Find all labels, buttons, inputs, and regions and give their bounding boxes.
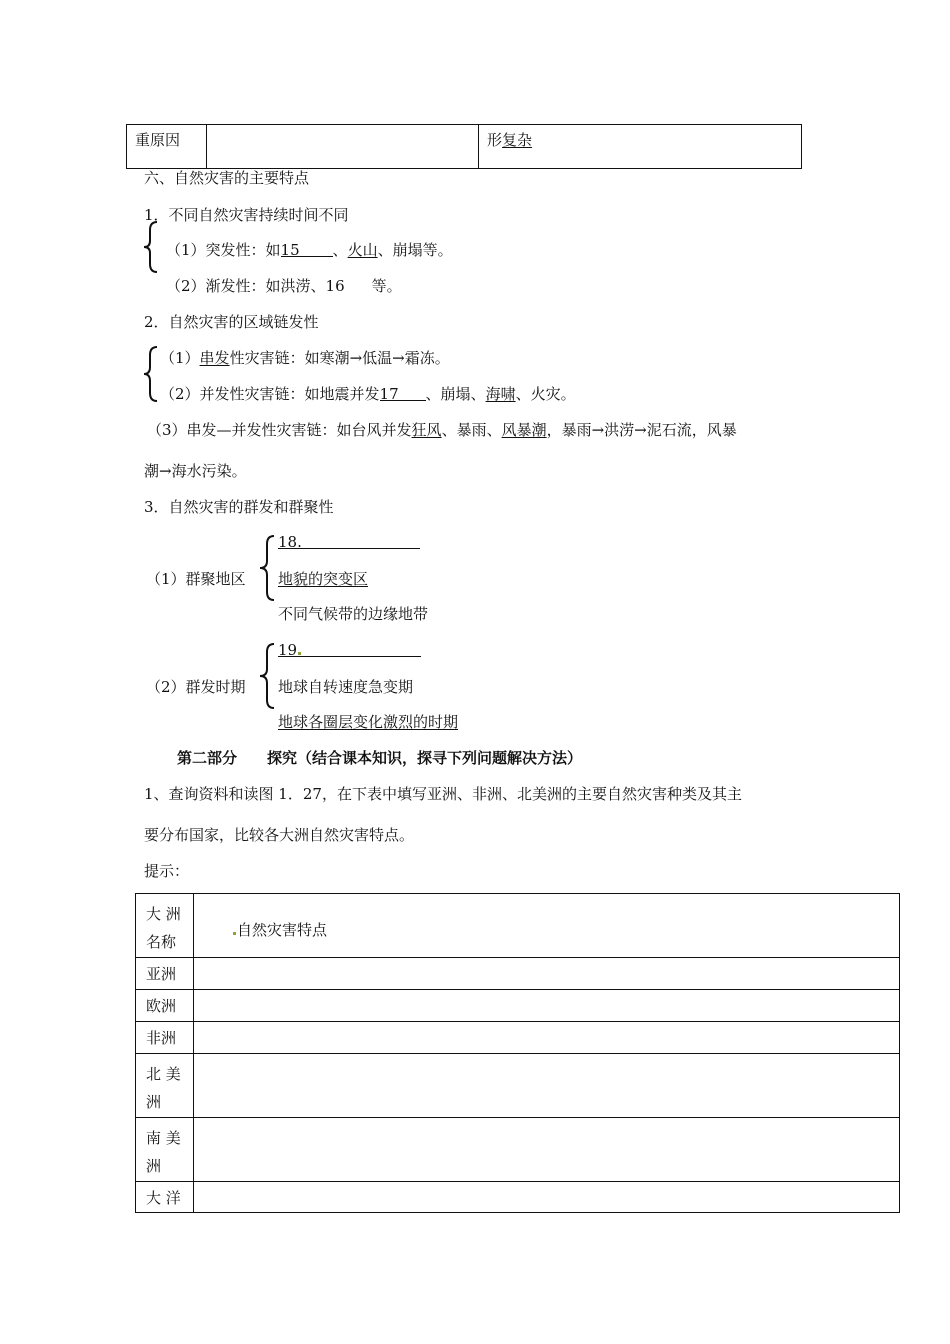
item1-b-prefix: （2）渐发性：如洪涝、16 [166, 277, 345, 295]
green-dot-mark [298, 652, 301, 655]
row-name-line-1: 大 洋 [146, 1189, 181, 1207]
top-table-cell-1: 重原因 [127, 125, 207, 169]
item2-c-underlined-2: 风暴潮 [501, 421, 547, 439]
item2-b-underlined: 海啸 [485, 385, 516, 403]
blank-15 [281, 241, 333, 257]
row-name-cell [136, 958, 194, 990]
table-row [136, 1054, 900, 1118]
row-feature-cell[interactable] [194, 1118, 900, 1182]
top-table-cell-3 [479, 125, 802, 169]
item2-c-suffix: ，暴雨→洪涝→泥石流，风暴 [546, 421, 737, 439]
item2-a-prefix: （1） [160, 349, 200, 367]
item3-title: 3．自然灾害的群发和群聚性 [144, 498, 334, 516]
period-line-3: 地球各圈层变化激烈的时期 [278, 713, 459, 731]
row-feature-cell[interactable] [194, 958, 900, 990]
table-header-row [136, 894, 900, 958]
item2-title: 2．自然灾害的区域链发性 [144, 313, 319, 331]
section6-title: 六、自然灾害的主要特点 [144, 169, 310, 187]
row-name-line-1: 亚洲 [146, 965, 177, 983]
row-name-line-1: 非洲 [146, 1029, 177, 1047]
blank-19 [278, 641, 421, 657]
item2-c-prefix: （3）串发—并发性灾害链：如台风并发 [147, 421, 412, 439]
top-table-cell-3-underlined: 复杂 [502, 131, 533, 149]
header-feature-label: 自然灾害特点 [237, 921, 328, 939]
item2-c-mid: 、暴雨、 [441, 421, 502, 439]
region-brace [257, 533, 277, 603]
part2-q1-line1: 1、查询资料和读图 1．27，在下表中填写亚洲、非洲、北美洲的主要自然灾害种类及其主 [144, 785, 742, 803]
blank-17 [380, 385, 426, 401]
row-feature-cell[interactable] [194, 1022, 900, 1054]
blank-18-number: 18. [278, 533, 302, 551]
region-label: （1）群聚地区 [146, 570, 246, 588]
item2-a-underlined: 串发 [199, 349, 230, 367]
row-name-cell [136, 1182, 194, 1213]
row-name-line-2: 洲 [146, 1157, 162, 1175]
item1-b-suffix: 等。 [371, 277, 402, 295]
header-name-line-2: 名称 [146, 933, 177, 951]
blank-17-number: 17 [379, 385, 399, 403]
blank-18 [278, 533, 420, 549]
item2-brace [141, 345, 161, 403]
item1-a-sep: 、 [332, 241, 348, 259]
item1-brace [141, 220, 161, 274]
item2-line-b [160, 383, 576, 404]
row-feature-cell[interactable] [194, 1182, 900, 1213]
green-dot-mark [233, 932, 236, 935]
item1-a-suffix: 、崩塌等。 [377, 241, 453, 259]
row-name-line-1: 南 美 [146, 1129, 181, 1147]
item2-line-a [160, 347, 450, 368]
item1-line-b [166, 275, 402, 296]
item1-line-a [166, 239, 453, 260]
item2-b-mid: 、崩塌、 [425, 385, 486, 403]
part2-q1-line2: 要分布国家，比较各大洲自然灾害特点。 [144, 826, 415, 844]
period-label: （2）群发时期 [146, 678, 246, 696]
item1-a-underlined: 火山 [347, 241, 378, 259]
region-line-2: 地貌的突变区 [278, 570, 369, 588]
part2-hint: 提示： [144, 862, 190, 880]
row-name-cell [136, 1022, 194, 1054]
period-line-1 [278, 641, 421, 659]
header-name-cell [136, 894, 194, 958]
row-feature-cell[interactable] [194, 990, 900, 1022]
item2-b-prefix: （2）并发性灾害链：如地震并发 [160, 385, 380, 403]
continent-table [135, 893, 900, 1213]
item2-line-c [147, 419, 737, 440]
region-line-3: 不同气候带的边缘地带 [278, 605, 429, 623]
table-row [136, 1022, 900, 1054]
row-name-line-1: 欧洲 [146, 997, 177, 1015]
region-line-1 [278, 533, 420, 551]
row-name-line-1: 北 美 [146, 1065, 181, 1083]
table-row [136, 1118, 900, 1182]
item2-line-c-cont: 潮→海水污染。 [144, 462, 247, 480]
part2-title: 第二部分 探究（结合课本知识，探寻下列问题解决方法） [177, 749, 583, 767]
blank-15-number: 15 [280, 241, 300, 259]
row-name-cell [136, 1118, 194, 1182]
top-partial-table [126, 124, 802, 169]
item2-c-underlined-1: 狂风 [411, 421, 442, 439]
blank-19-number: 19 [278, 641, 298, 659]
top-table-cell-3-prefix: 形 [487, 131, 503, 149]
row-feature-cell[interactable] [194, 1054, 900, 1118]
table-row [136, 990, 900, 1022]
table-row [136, 958, 900, 990]
row-name-line-2: 洲 [146, 1093, 162, 1111]
item2-b-suffix: 、火灾。 [515, 385, 576, 403]
table-row [136, 1182, 900, 1213]
header-name-line-1: 大 洲 [146, 905, 181, 923]
item1-title: 1．不同自然灾害持续时间不同 [144, 206, 349, 224]
top-table-cell-2 [207, 125, 479, 169]
item2-a-suffix: 性灾害链：如寒潮→低温→霜冻。 [229, 349, 450, 367]
item1-a-prefix: （1）突发性：如 [166, 241, 281, 259]
header-feature-cell [194, 894, 900, 958]
period-brace [257, 641, 277, 711]
period-line-2: 地球自转速度急变期 [278, 678, 414, 696]
row-name-cell [136, 1054, 194, 1118]
row-name-cell [136, 990, 194, 1022]
